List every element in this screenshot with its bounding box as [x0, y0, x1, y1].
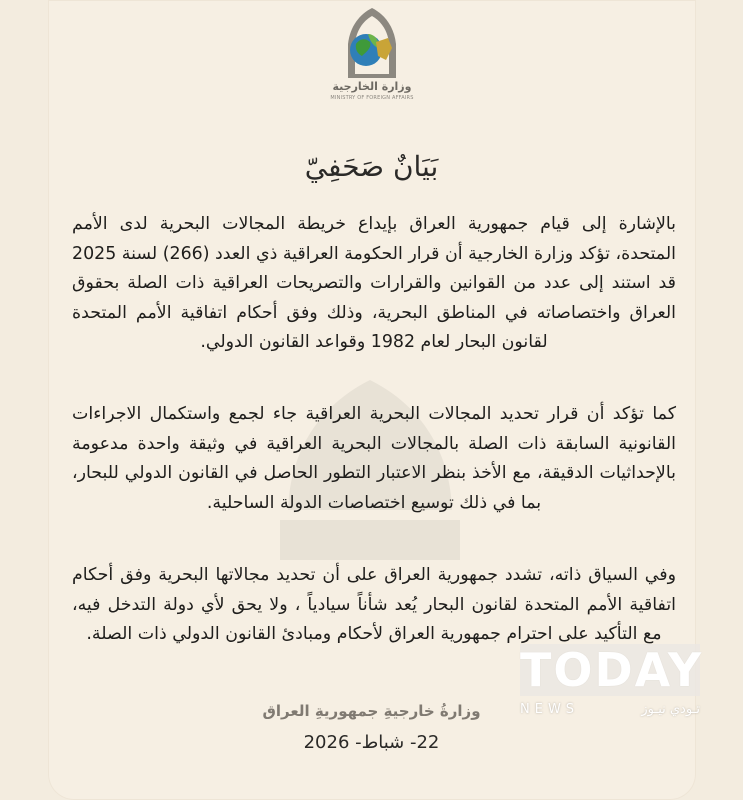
- watermark-news: NEWS: [520, 702, 580, 717]
- document-title: بَيَانٌ صَحَفِيّ: [304, 150, 439, 183]
- document-date: 22- شباط- 2026: [303, 732, 440, 753]
- paragraph-1: بالإشارة إلى قيام جمهورية العراق بإيداع خريطة المجالات البحرية لدى الأمم المتحدة، تؤكد وزارة الخارجية أن قرار الحكومة العراقية ذي العدد (266) لسنة 2025 قد استند إلى عدد من القوانين والقرارات والتصريحات العراقية ذات الصلة بحقوق العراق واختصاصاته في المناطق البحرية، وذلك وفق أحكام اتفاقية الأمم المتحدة لقانون البحار لعام 1982 وقواعد القانون الدولي.: [72, 214, 676, 352]
- watermark-news-row: [520, 700, 700, 720]
- signature: وزارةُ خارجيةِ جمهوريةِ العراق: [262, 702, 481, 720]
- paragraph-2: كما تؤكد أن قرار تحديد المجالات البحرية العراقية جاء لجمع واستكمال الاجراءات القانونية السابقة ذات الصلة بالمجالات البحرية العراقية في وثيقة واحدة مدعومة بالإحداثيات الدقيقة، مع الأخذ بنظر الاعتبار التطور الحاصل في القانون الدولي للبحار، بما في ذلك توسيع اختصاصات الدولة الساحلية.: [72, 404, 676, 513]
- logo-english-text: MINISTRY OF FOREIGN AFFAIRS: [330, 95, 414, 101]
- watermark-brand: TODAY: [520, 643, 704, 697]
- logo-arabic-text: وزارة الخارجية: [332, 80, 412, 93]
- today-news-watermark: [520, 643, 704, 722]
- paragraph-3: وفي السياق ذاته، تشدد جمهورية العراق على أن تحديد مجالاتها البحرية وفق أحكام اتفاقية الأمم المتحدة لقانون البحار يُعد شأناً سيادياً ، ولا يحق لأي دولة التدخل فيه، مع التأكيد على احترام جمهورية العراق لأحكام ومبادئ القانون الدولي ذات الصلة.: [72, 565, 676, 644]
- watermark-arabic: تـودي نيـوز: [641, 702, 700, 717]
